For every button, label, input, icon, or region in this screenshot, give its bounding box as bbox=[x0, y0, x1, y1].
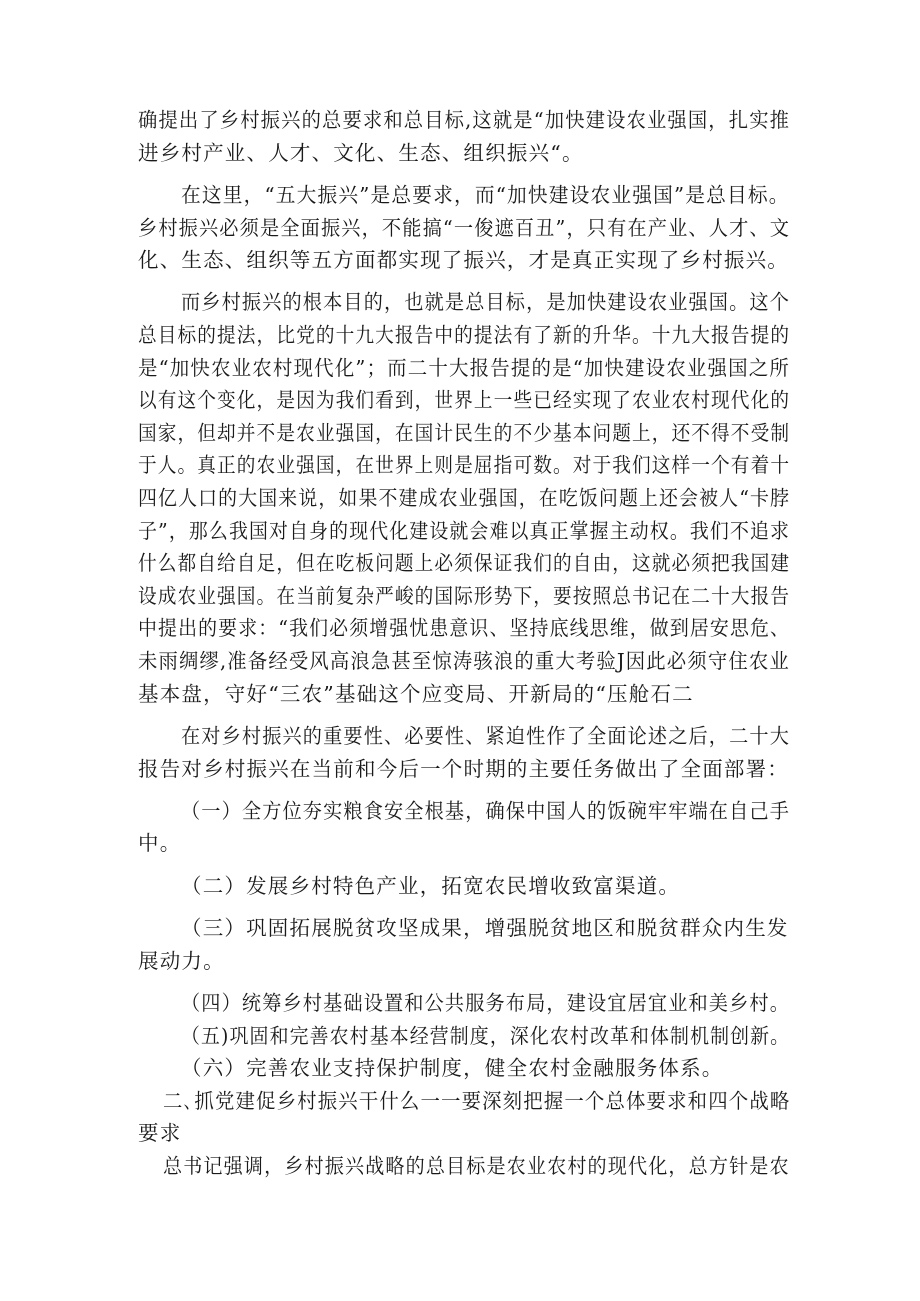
list-item: （六）完善农业支持保护制度，健全农村金融服务体系。 bbox=[181, 1056, 724, 1080]
text-line: 四亿人口的大国来说，如果不建成农业强国，在吃饭问题上还会被人“卡脖 bbox=[138, 486, 791, 510]
text-line: 中提出的要求：“我们必须增强忧患意识、坚持底线思维，做到居安思危、 bbox=[138, 616, 791, 640]
text-line: 而乡村振兴的根本目的，也就是总目标，是加快建设农业强国。这个 bbox=[181, 290, 790, 314]
list-item: （五)巩固和完善农村基本经营制度，深化农村改革和体制机制创新。 bbox=[181, 1024, 791, 1048]
text-line: 确提出了乡村振兴的总要求和总目标,这就是“加快建设农业强国，扎实推 bbox=[138, 108, 791, 132]
text-line: 于人。真正的农业强国，在世界上则是屈指可数。对于我们这样一个有着十 bbox=[138, 453, 791, 477]
text-line: 子”，那么我国对自身的现代化建设就会难以真正掌握主动权。我们不追求 bbox=[138, 519, 791, 543]
text-line: 总书记强调，乡村振兴战略的总目标是农业农村的现代化，总方针是农 bbox=[163, 1154, 790, 1178]
text-line: 报告对乡村振兴在当前和今后一个时期的主要任务做出了全面部署： bbox=[138, 757, 789, 781]
section-heading: 要求 bbox=[138, 1121, 182, 1145]
text-line: 展动力。 bbox=[138, 949, 225, 973]
text-line: 总目标的提法，比党的十九大报告中的提法有了新的升华。十九大报告提的 bbox=[138, 323, 791, 347]
section-heading: 二､抓党建促乡村振兴干什么一一要深刻把握一个总体要求和四个战略 bbox=[163, 1089, 791, 1113]
text-line: 化、生态、组织等五方面都实现了振兴，才是真正实现了乡村振兴。 bbox=[138, 248, 789, 272]
text-line: 乡村振兴必须是全面振兴，不能搞“一俊遮百丑”，只有在产业、人才、文 bbox=[138, 216, 791, 240]
text-line: 国家，但却并不是农业强国，在国计民生的不少基本问题上，还不得不受制 bbox=[138, 421, 791, 445]
text-line: 进乡村产业、人才、文化、生态、组织振兴“。 bbox=[138, 141, 584, 165]
text-line: 基本盘，守好“三农”基础这个应变局、开新局的“压舱石二 bbox=[138, 682, 694, 706]
list-item: （二）发展乡村特色产业，拓宽农民增收致富渠道。 bbox=[181, 874, 681, 898]
list-item: （四）统筹乡村基础设置和公共服务布局，建设宜居宜业和美乡村。 bbox=[181, 991, 790, 1015]
text-line: 是“加快农业农村现代化”；而二十大报告提的是“加快建设农业强国之所 bbox=[138, 356, 791, 380]
list-item: （三）巩固拓展脱贫攻坚成果，增强脱贫地区和脱贫群众内生发 bbox=[181, 916, 789, 940]
text-line: 在这里，“五大振兴”是总要求，而“加快建设农业强国”是总目标。 bbox=[181, 183, 790, 207]
text-line: 在对乡村振兴的重要性、必要性、紧迫性作了全面论述之后，二十大 bbox=[181, 724, 790, 748]
text-line: 什么都自给自足，但在吃板问题上必须保证我们的自由，这就必须把我国建 bbox=[138, 551, 791, 575]
text-line: 设成农业强国。在当前复杂严峻的国际形势下，要按照总书记在二十大报告 bbox=[138, 584, 791, 608]
text-line: 中。 bbox=[138, 831, 182, 855]
text-line: 以有这个变化，是因为我们看到，世界上一些已经实现了农业农村现代化的 bbox=[138, 388, 791, 412]
text-line: 未雨绸缪,准备经受风高浪急甚至惊涛骇浪的重大考验J因此必须守住农业 bbox=[138, 649, 790, 673]
list-item: （一）全方位夯实粮食安全根基，确保中国人的饭碗牢牢端在自己手 bbox=[181, 799, 790, 823]
